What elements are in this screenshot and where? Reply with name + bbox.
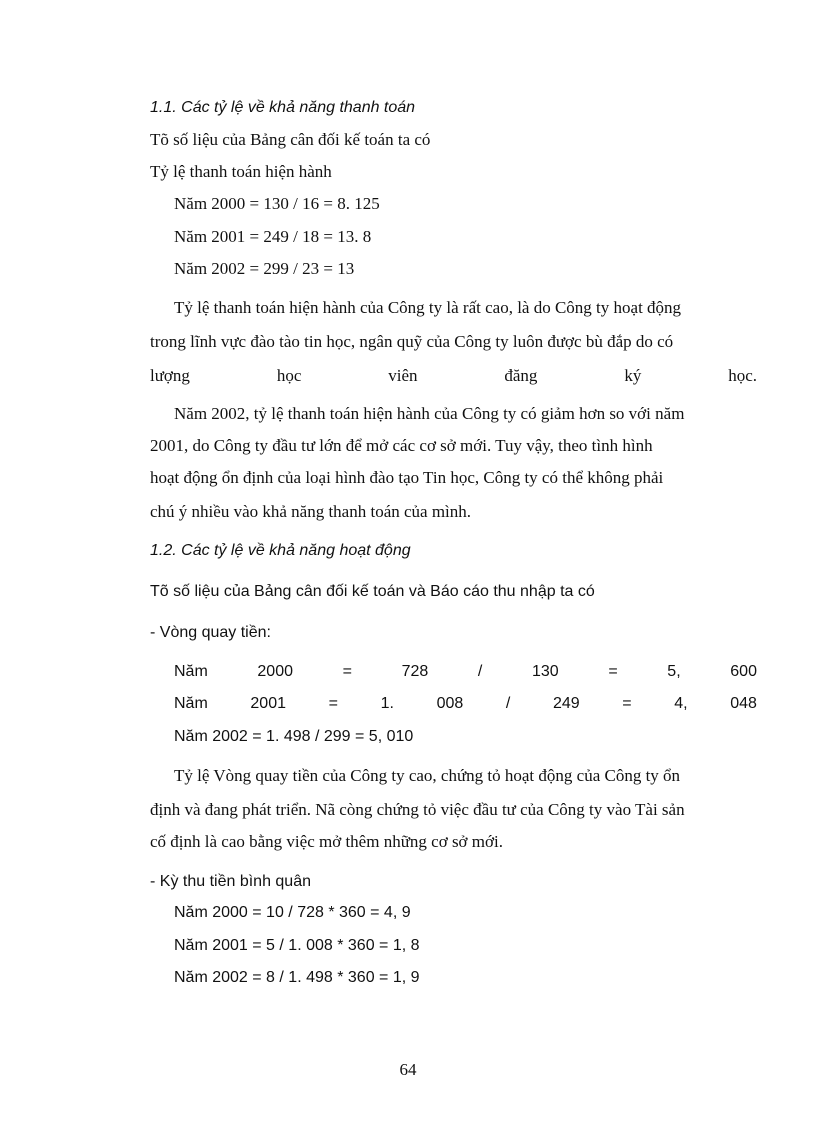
section1-subheading: Tỷ lệ thanh toán hiện hành <box>150 162 332 181</box>
word: học. <box>728 366 757 385</box>
formula-line: Năm 2001 = 249 / 18 = 13. 8 <box>174 227 372 246</box>
section2-intro: Tõ số liệu của Bảng cân đối kế toán và Báo cáo thu nhập ta có <box>150 583 595 600</box>
word: viên <box>388 366 418 385</box>
token: 1. <box>380 695 394 712</box>
section-heading-1-2: 1.2. Các tỷ lệ về khả năng hoạt động <box>150 542 411 559</box>
token: / <box>477 663 483 680</box>
token: 2001 <box>250 695 286 712</box>
paragraph-line: trong lĩnh vực đào tào tin học, ngân quỹ của Công ty luôn được bù đắp do có <box>150 332 674 351</box>
formula-line: Năm 2002 = 1. 498 / 299 = 5, 010 <box>174 728 414 745</box>
paragraph-line: Tỷ lệ thanh toán hiện hành của Công ty là rất cao, là do Công ty hoạt động <box>174 298 682 317</box>
word: học <box>276 366 302 385</box>
paragraph-line: hoạt động ổn định của loại hình đào tạo Tin học, Công ty có thể không phải <box>150 468 664 487</box>
paragraph-line: cố định là cao bằng việc mở thêm những cơ sở mới. <box>150 832 503 851</box>
word: đăng <box>504 366 538 385</box>
token: 4, <box>674 695 688 712</box>
token: = <box>342 663 352 680</box>
token: Năm <box>174 695 208 712</box>
section-heading-1-1: 1.1. Các tỷ lệ về khả năng thanh toán <box>150 99 416 116</box>
token: 2000 <box>257 663 293 680</box>
page-number: 64 <box>399 1060 417 1079</box>
paragraph-line: chú ý nhiều vào khả năng thanh toán của mình. <box>150 502 472 521</box>
paragraph-line: 2001, do Công ty đầu tư lớn để mở các cơ sở mới. Tuy vậy, theo tình hình <box>150 436 653 455</box>
bullet-vong-quay-tien: - Vòng quay tiền: <box>150 624 271 641</box>
token: 249 <box>552 695 580 712</box>
formula-line: Năm 2001 = 5 / 1. 008 * 360 = 1, 8 <box>174 937 420 954</box>
formula-line-justified <box>174 694 757 714</box>
formula-line: Năm 2000 = 10 / 728 * 360 = 4, 9 <box>174 904 411 921</box>
formula-line-justified <box>174 662 757 682</box>
token: 5, <box>667 663 681 680</box>
formula-line: Năm 2000 = 130 / 16 = 8. 125 <box>174 194 380 213</box>
word: ký <box>624 366 642 385</box>
paragraph-line: Tỷ lệ Vòng quay tiền của Công ty cao, chứng tỏ hoạt động của Công ty ổn <box>174 766 681 785</box>
token: Năm <box>174 663 208 680</box>
formula-line: Năm 2002 = 299 / 23 = 13 <box>174 259 355 278</box>
token: 048 <box>730 695 757 712</box>
token: 008 <box>436 695 464 712</box>
token: 600 <box>730 663 757 680</box>
section1-intro: Tõ số liệu của Bảng cân đối kế toán ta có <box>150 130 431 149</box>
token: = <box>608 663 618 680</box>
token: / <box>505 695 511 712</box>
token: = <box>328 695 338 712</box>
token: = <box>622 695 632 712</box>
formula-line: Năm 2002 = 8 / 1. 498 * 360 = 1, 9 <box>174 969 420 986</box>
token: 728 <box>401 663 429 680</box>
bullet-ky-thu-tien: - Kỳ thu tiền bình quân <box>150 873 311 890</box>
word: lượng <box>150 366 190 385</box>
paragraph-line-justified <box>150 366 757 386</box>
paragraph-line: định và đang phát triển. Nã còng chứng tỏ việc đầu tư của Công ty vào Tài sản <box>150 800 685 819</box>
paragraph-line: Năm 2002, tỷ lệ thanh toán hiện hành của Công ty có giảm hơn so với năm <box>174 404 685 423</box>
token: 130 <box>532 663 559 680</box>
